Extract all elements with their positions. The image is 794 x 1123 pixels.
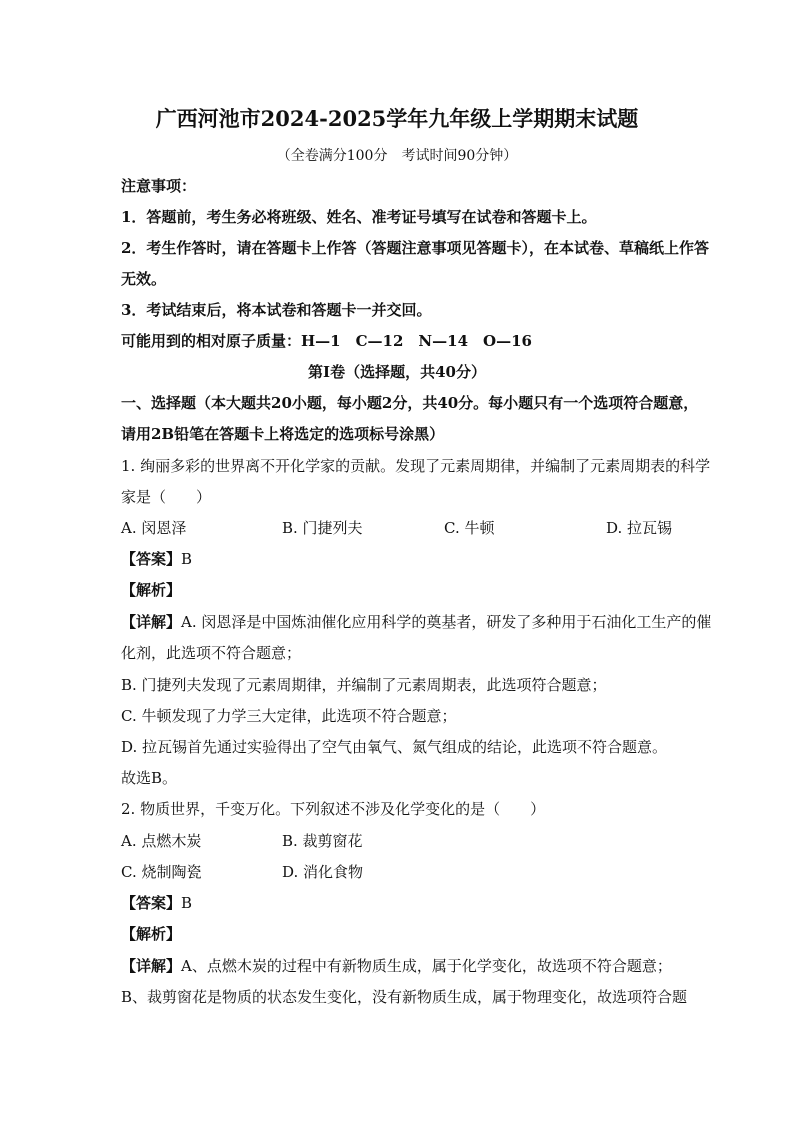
exam-subtitle: （全卷满分100分 考试时间90分钟） (276, 148, 518, 164)
q2-analysis-tag: 【解析】 (121, 925, 182, 943)
q1-option-c: C. 牛顿 (444, 519, 495, 537)
q1-detail-tag: 【详解】 (121, 613, 182, 631)
q2-detail-line2: B、裁剪窗花是物质的状态发生变化，没有新物质生成，属于物理变化，故选项符合题 (121, 988, 688, 1006)
q1-detail-line1 (121, 612, 711, 632)
q2-answer-value: B (181, 894, 193, 912)
q2-answer (121, 893, 192, 913)
q1-detail-line5: D. 拉瓦锡首先通过实验得出了空气由氧气、氮气组成的结论，此选项不符合题意。 (121, 738, 668, 756)
q2-detail-text1: A、点燃木炭的过程中有新物质生成，属于化学变化，故选项不符合题意； (181, 957, 672, 975)
note-item-1: 1．答题前，考生务必将班级、姓名、准考证号填写在试卷和答题卡上。 (121, 208, 597, 226)
q1-stem-line2: 家是（ ） (121, 488, 212, 506)
q1-conclusion: 故选B。 (121, 769, 178, 787)
q2-option-c: C. 烧制陶瓷 (121, 863, 202, 881)
q1-detail-line4: C. 牛顿发现了力学三大定律，此选项不符合题意； (121, 707, 457, 725)
q1-analysis-tag: 【解析】 (121, 581, 182, 599)
q1-answer (121, 549, 192, 569)
note-item-2: 2．考生作答时，请在答题卡上作答（答题注意事项见答题卡），在本试卷、草稿纸上作答 (121, 239, 709, 257)
q1-answer-value: B (181, 550, 193, 568)
q2-detail-line1 (121, 956, 672, 976)
notes-heading: 注意事项： (121, 177, 197, 195)
q1-stem-line1: 1. 绚丽多彩的世界离不开化学家的贡献。发现了元素周期律，并编制了元素周期表的科学 (121, 457, 711, 475)
q2-option-b: B. 裁剪窗花 (282, 832, 363, 850)
q1-option-b: B. 门捷列夫 (282, 519, 363, 537)
q1-option-d: D. 拉瓦锡 (606, 519, 673, 537)
q2-answer-tag: 【答案】 (121, 894, 182, 912)
q2-detail-tag: 【详解】 (121, 957, 182, 975)
q1-detail-line3: B. 门捷列夫发现了元素周期律，并编制了元素周期表，此选项符合题意； (121, 676, 607, 694)
q1-option-a: A. 闵恩泽 (121, 519, 187, 537)
q2-option-a: A. 点燃木炭 (121, 832, 202, 850)
q1-detail-text1: A. 闵恩泽是中国炼油催化应用科学的奠基者，研发了多种用于石油化工生产的催 (181, 613, 712, 631)
atomic-mass-line: 可能用到的相对原子质量：H—1 C—12 N—14 O—16 (121, 332, 532, 350)
part1-heading: 第I卷（选择题，共40分） (308, 363, 486, 381)
section-instruction-2: 请用2B铅笔在答题卡上将选定的选项标号涂黑） (121, 425, 445, 443)
q2-stem-line1: 2. 物质世界，千变万化。下列叙述不涉及化学变化的是（ ） (121, 800, 546, 818)
exam-title: 广西河池市2024-2025学年九年级上学期期末试题 (155, 106, 639, 131)
q1-detail-line2: 化剂，此选项不符合题意； (121, 644, 302, 662)
q2-option-d: D. 消化食物 (282, 863, 364, 881)
note-item-2-cont: 无效。 (121, 270, 167, 288)
note-item-3: 3．考试结束后，将本试卷和答题卡一并交回。 (121, 301, 432, 319)
section-instruction-1: 一、选择题（本大题共20小题，每小题2分，共40分。每小题只有一个选项符合题意， (121, 394, 699, 412)
q1-answer-tag: 【答案】 (121, 550, 182, 568)
